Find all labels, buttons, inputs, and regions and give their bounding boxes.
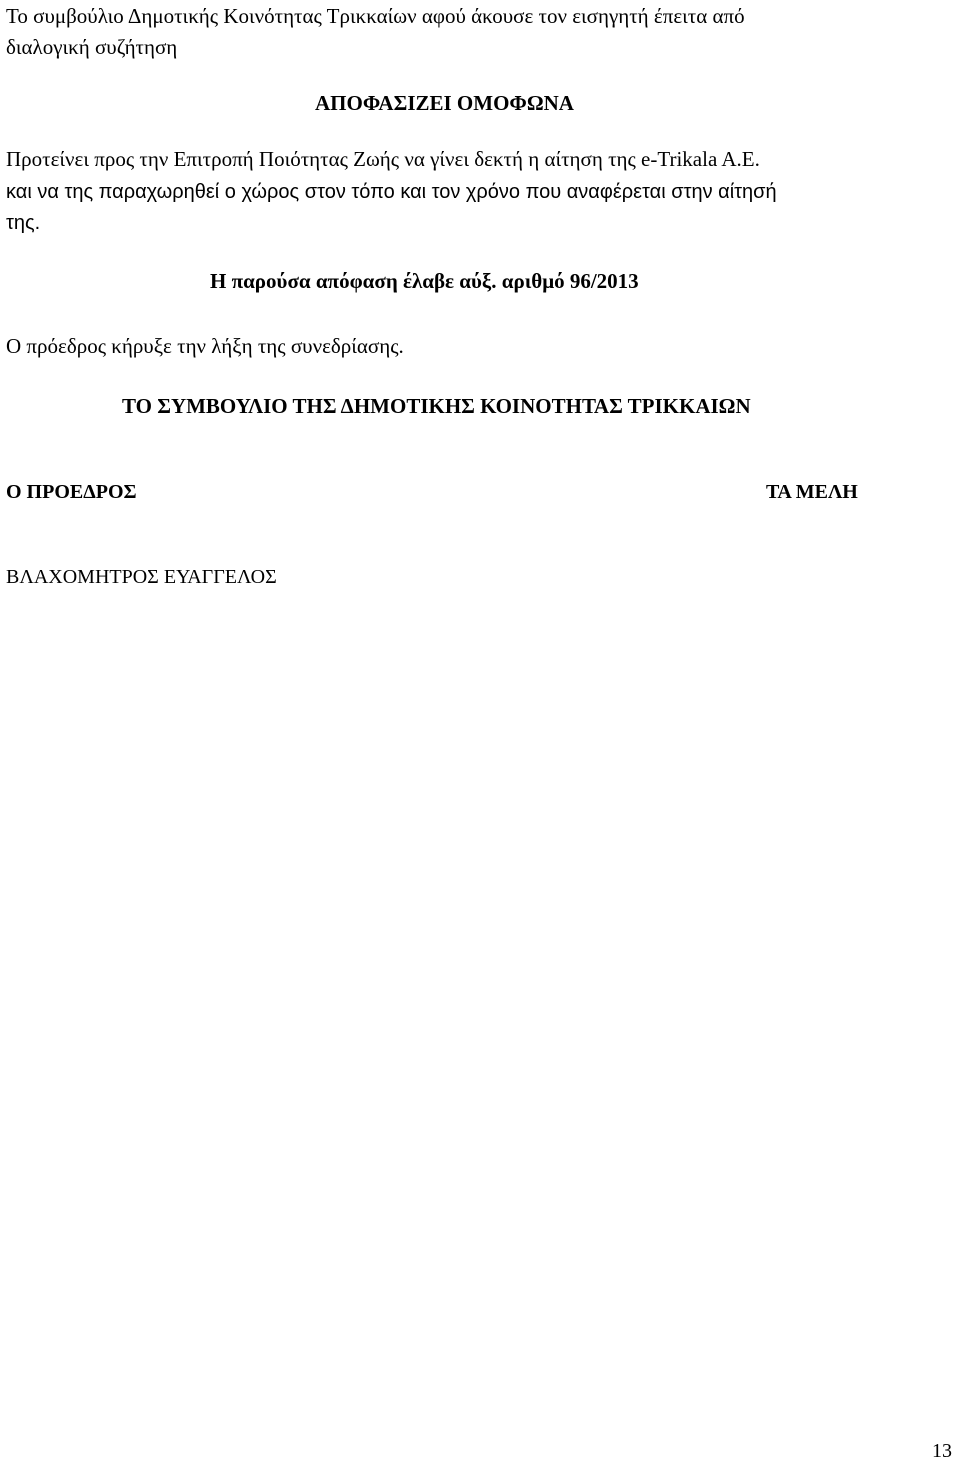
intro-line-2: διαλογική συζήτηση <box>6 35 178 59</box>
decision-heading: ΑΠΟΦΑΣΙΖΕΙ ΟΜΟΦΩΝΑ <box>315 91 574 115</box>
closing-statement: Ο πρόεδρος κήρυξε την λήξη της συνεδρίασης. <box>6 334 404 358</box>
proposal-line-1: Προτείνει προς την Επιτροπή Ποιότητας Ζωής να γίνει δεκτή η αίτηση της e-Trikala A.E. <box>6 147 760 171</box>
members-label: ΤΑ ΜΕΛΗ <box>766 481 858 503</box>
proposal-line-2: και να της παραχωρηθεί ο χώρος στον τόπο και τον χρόνο που αναφέρεται στην αίτησή <box>6 181 777 203</box>
proposal-line-3: της. <box>6 212 41 234</box>
decision-number: Η παρούσα απόφαση έλαβε αύξ. αριθμό 96/2013 <box>210 269 639 293</box>
intro-line-1: Το συμβούλιο Δημοτικής Κοινότητας Τρικκαίων αφού άκουσε τον εισηγητή έπειτα από <box>6 4 745 28</box>
page-number: 13 <box>932 1440 952 1462</box>
president-name: ΒΛΑΧΟΜΗΤΡΟΣ ΕΥΑΓΓΕΛΟΣ <box>6 566 277 588</box>
council-signature-heading: ΤΟ ΣΥΜΒΟΥΛΙΟ ΤΗΣ ΔΗΜΟΤΙΚΗΣ ΚΟΙΝΟΤΗΤΑΣ ΤΡΙΚΚΑΙΩΝ <box>122 394 751 418</box>
president-label: Ο ΠΡΟΕΔΡΟΣ <box>6 481 137 503</box>
